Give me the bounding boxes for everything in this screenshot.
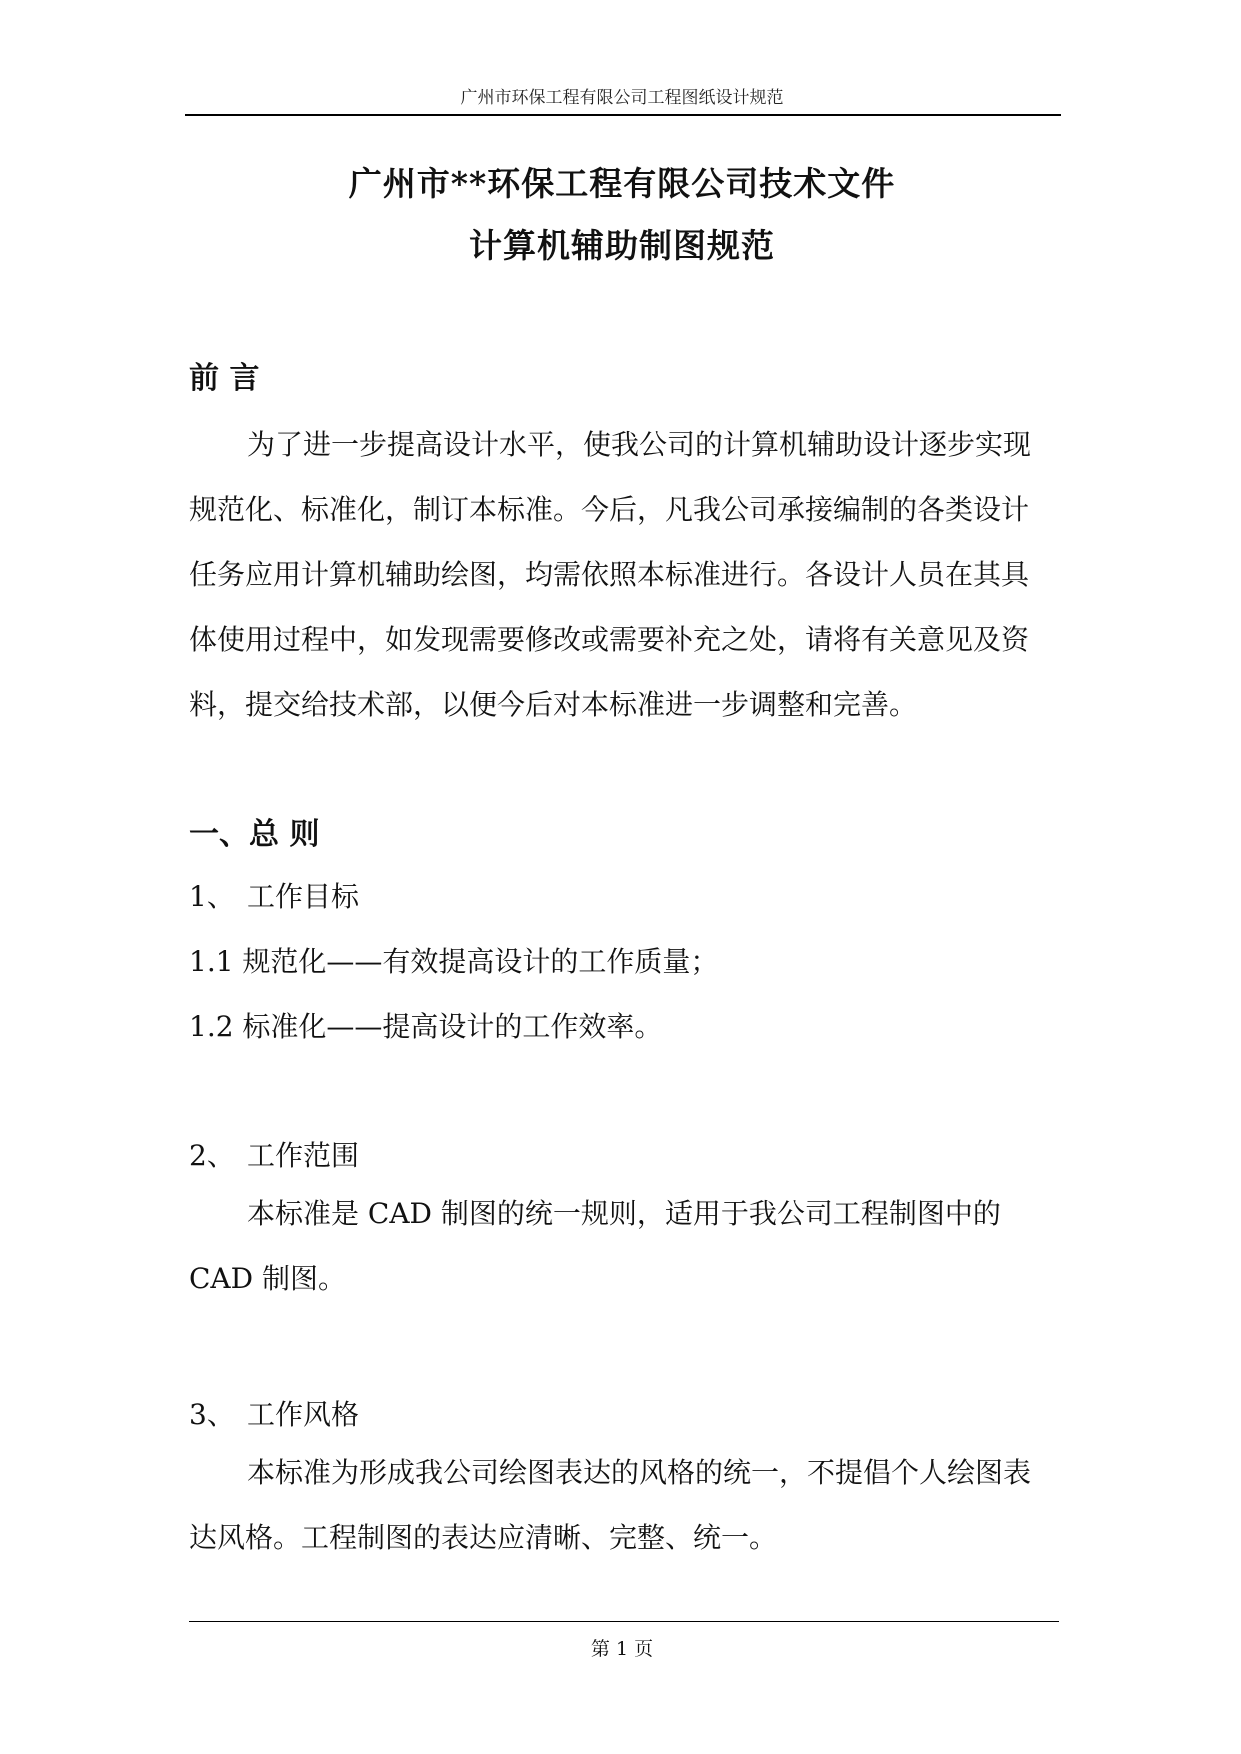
document-subtitle: 计算机辅助制图规范: [469, 226, 775, 265]
preface-heading: 前 言: [189, 361, 260, 396]
header-rule: [185, 114, 1061, 116]
item-3-paragraph: 本标准为形成我公司绘图表达的风格的统一，不提倡个人绘图表达风格。工程制图的表达应清晰、完整、统一。: [189, 1456, 1032, 1554]
page-number: 第 1 页: [590, 1638, 654, 1660]
item-1-number: 1、: [189, 880, 235, 913]
footer-rule: [189, 1621, 1059, 1622]
preface-paragraph: 为了进一步提高设计水平，使我公司的计算机辅助设计逐步实现规范化、标准化，制订本标准。今后，凡我公司承接编制的各类设计任务应用计算机辅助绘图，均需依照本标准进行。各设计人员在其具体使用过程中，如发现需要修改或需要补充之处，请将有关意见及资料，提交给技术部，以便今后对本标准进一步调整和完善。: [189, 428, 1032, 721]
item-3-heading: [189, 1395, 359, 1435]
document-title: 广州市**环保工程有限公司技术文件: [348, 164, 896, 203]
item-1-label: 工作目标: [247, 880, 360, 913]
item-2-heading: [189, 1136, 359, 1176]
item-1-1: 1.1 规范化——有效提高设计的工作质量；: [189, 945, 719, 978]
section-heading-general: 一、总 则: [189, 817, 320, 852]
item-3-number: 3、: [189, 1398, 235, 1431]
item-3-label: 工作风格: [247, 1398, 360, 1431]
item-1-2: 1.2 标准化——提高设计的工作效率。: [189, 1010, 663, 1043]
item-1-heading: [189, 877, 359, 917]
item-2-number: 2、: [189, 1139, 235, 1172]
item-2-label: 工作范围: [247, 1139, 360, 1172]
running-header: 广州市环保工程有限公司工程图纸设计规范: [460, 88, 784, 108]
item-2-paragraph: 本标准是 CAD 制图的统一规则，适用于我公司工程制图中的 CAD 制图。: [189, 1197, 1001, 1295]
